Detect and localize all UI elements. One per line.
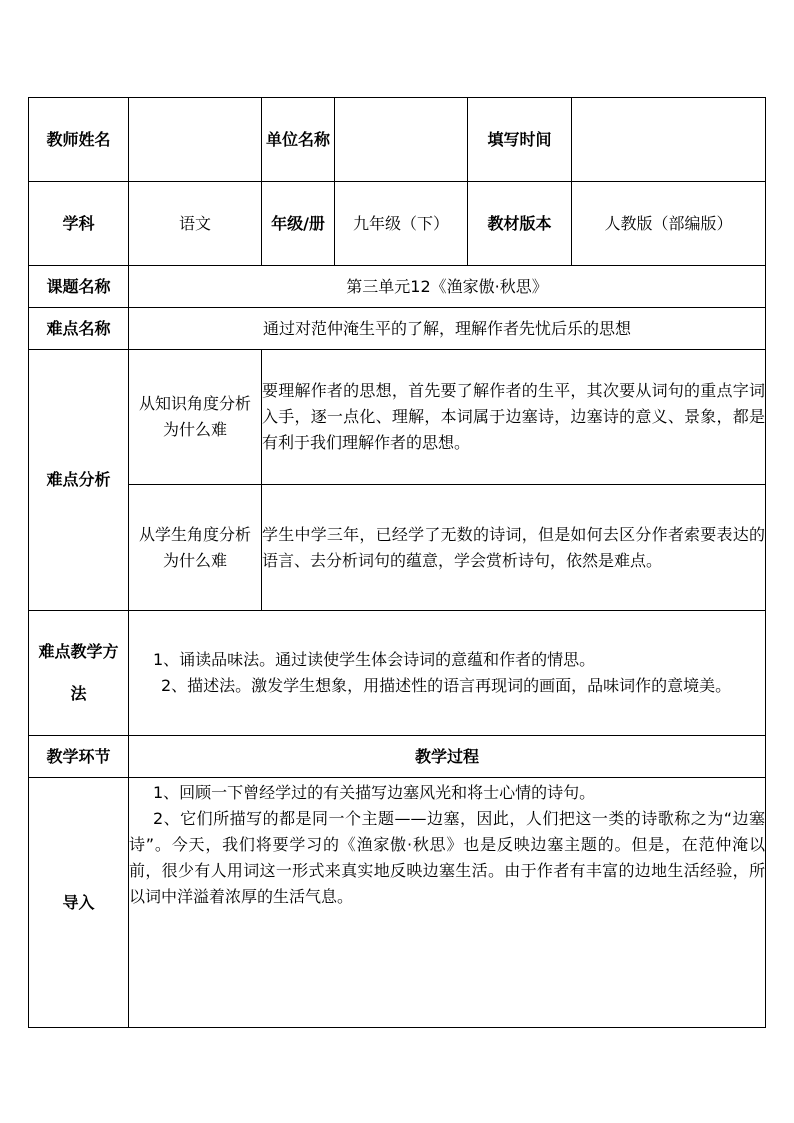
subject-label: 学科	[29, 182, 129, 266]
intro-label: 导入	[29, 778, 129, 1028]
intro-content	[129, 778, 766, 1028]
teacher-name-value	[129, 98, 262, 182]
student-angle-label: 从学生角度分析为什么难	[129, 485, 262, 611]
teaching-process-header: 教学过程	[129, 736, 766, 778]
header-row-2	[29, 182, 766, 266]
student-angle-text: 学生中学三年，已经学了无数的诗词，但是如何去区分作者索要表达的语言、去分析词句的蕴意，学会赏析诗句，依然是难点。	[262, 485, 766, 611]
method-paragraph-2: 2、描述法。激发学生想象，用描述性的语言再现词的画面，品味词作的意境美。	[161, 676, 732, 695]
fill-time-label: 填写时间	[468, 98, 572, 182]
process-header-row	[29, 736, 766, 778]
method-content	[129, 611, 766, 736]
subject-value: 语文	[129, 182, 262, 266]
intro-paragraph-1: 1、回顾一下曾经学过的有关描写边塞风光和将士心情的诗句。	[153, 783, 596, 802]
unit-name-value	[335, 98, 468, 182]
analysis-row-student	[29, 485, 766, 611]
intro-paragraph-2: 2、它们所描写的都是同一个主题——边塞，因此，人们把这一类的诗歌称之为“边塞诗”。今天，我们将要学习的《渔家傲·秋思》也是反映边塞主题的。但是，在范仲淹以前，很少有人用词这一形式来真实地反映边塞生活。由于作者有丰富的边地生活经验，所以词中洋溢着浓厚的生活气息。	[129, 809, 765, 906]
method-label: 难点教学方法	[29, 611, 129, 736]
grade-value: 九年级（下）	[335, 182, 468, 266]
analysis-label: 难点分析	[29, 350, 129, 611]
method-paragraph-1: 1、诵读品味法。通过读使学生体会诗词的意蕴和作者的情思。	[153, 650, 596, 669]
unit-name-label: 单位名称	[262, 98, 335, 182]
knowledge-angle-label: 从知识角度分析为什么难	[129, 350, 262, 485]
difficulty-row	[29, 308, 766, 350]
difficulty-label: 难点名称	[29, 308, 129, 350]
lesson-plan-table	[28, 97, 766, 1028]
analysis-row-knowledge	[29, 350, 766, 485]
method-row	[29, 611, 766, 736]
topic-label: 课题名称	[29, 266, 129, 308]
grade-label: 年级/册	[262, 182, 335, 266]
knowledge-angle-text: 要理解作者的思想，首先要了解作者的生平，其次要从词句的重点字词入手，逐一点化、理解，本词属于边塞诗，边塞诗的意义、景象，都是有利于我们理解作者的思想。	[262, 350, 766, 485]
fill-time-value	[572, 98, 766, 182]
topic-value: 第三单元12《渔家傲·秋思》	[129, 266, 766, 308]
teaching-step-header: 教学环节	[29, 736, 129, 778]
intro-row	[29, 778, 766, 1028]
header-row-1	[29, 98, 766, 182]
edition-value: 人教版（部编版）	[572, 182, 766, 266]
edition-label: 教材版本	[468, 182, 572, 266]
teacher-name-label: 教师姓名	[29, 98, 129, 182]
difficulty-value: 通过对范仲淹生平的了解，理解作者先忧后乐的思想	[129, 308, 766, 350]
topic-row	[29, 266, 766, 308]
